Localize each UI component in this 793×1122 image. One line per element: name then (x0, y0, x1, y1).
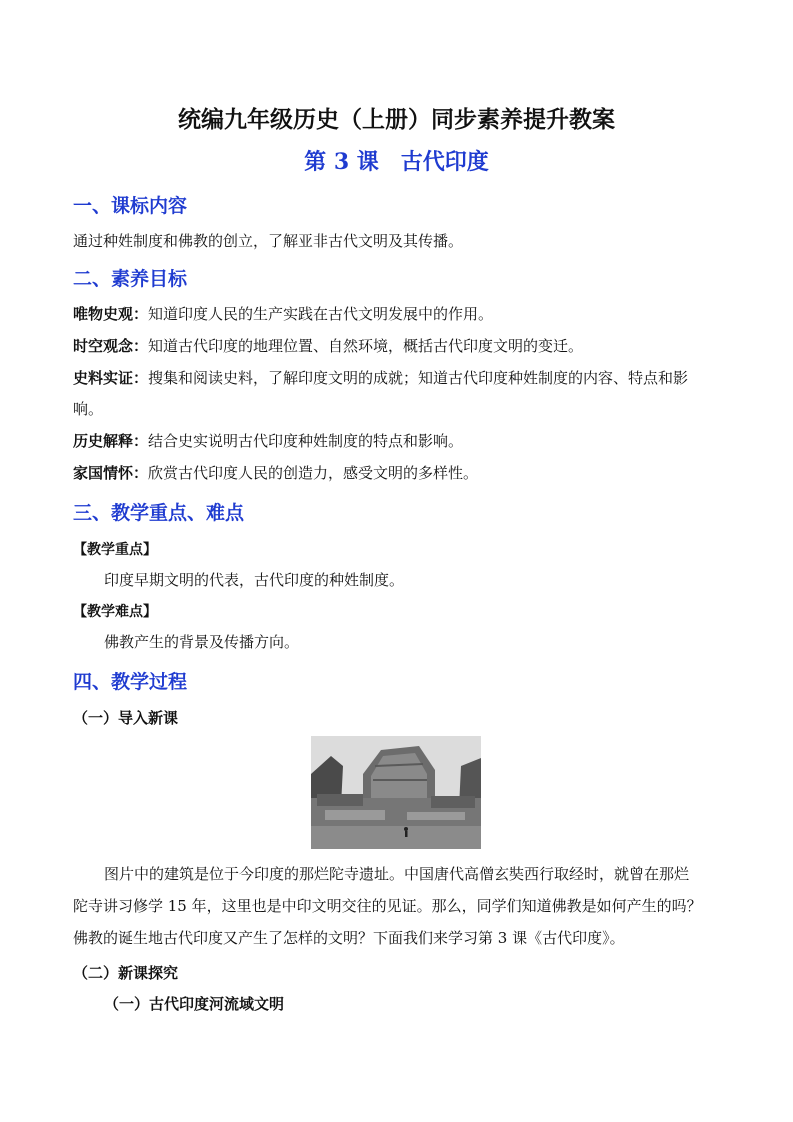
nalanda-ruins-photo (311, 736, 481, 849)
intro-paragraph-line: 陀寺讲习修学 15 年，这里也是中印文明交往的见证。那么，同学们知道佛教是如何产生的吗？ (73, 897, 702, 915)
goal-text: 知道古代印度的地理位置、自然环境，概括古代印度文明的变迁。 (148, 337, 584, 355)
section-heading-curriculum: 一、课标内容 (73, 195, 188, 217)
goal-text: 搜集和阅读史料，了解印度文明的成就；知道古代印度种姓制度的内容、特点和影 (148, 369, 689, 387)
intro-paragraph-line: 佛教的诞生地古代印度又产生了怎样的文明？下面我们来学习第 3 课《古代印度》。 (73, 929, 625, 947)
section-heading-key-points: 三、教学重点、难点 (73, 502, 245, 524)
goal-item (73, 430, 463, 451)
difficulty-text: 佛教产生的背景及传播方向。 (104, 633, 300, 651)
goal-item (73, 367, 688, 388)
goal-item (73, 462, 478, 483)
goal-label: 家国情怀： (73, 464, 149, 482)
key-point-label: 【教学重点】 (73, 542, 157, 558)
goal-label: 历史解释： (73, 432, 149, 450)
goal-item (73, 303, 493, 324)
document-title: 统编九年级历史（上册）同步素养提升教案 (178, 106, 615, 133)
lesson-title: 第 3 课 古代印度 (304, 149, 489, 175)
curriculum-text: 通过种姓制度和佛教的创立，了解亚非古代文明及其传播。 (73, 232, 464, 250)
ruins-illustration (311, 736, 481, 849)
explore-subheading: （一）古代印度河流域文明 (104, 995, 285, 1013)
goal-item-continuation: 响。 (73, 400, 104, 418)
goal-text: 结合史实说明古代印度种姓制度的特点和影响。 (148, 432, 464, 450)
goal-label: 唯物史观： (73, 305, 149, 323)
explore-heading: （二）新课探究 (73, 964, 179, 982)
intro-heading: （一）导入新课 (73, 709, 179, 727)
goal-label: 时空观念： (73, 337, 149, 355)
goal-item (73, 335, 583, 356)
goal-text: 欣赏古代印度人民的创造力，感受文明的多样性。 (148, 464, 479, 482)
key-point-text: 印度早期文明的代表，古代印度的种姓制度。 (104, 571, 405, 589)
goal-text: 知道印度人民的生产实践在古代文明发展中的作用。 (148, 305, 494, 323)
section-heading-process: 四、教学过程 (73, 671, 188, 693)
goal-label: 史料实证： (73, 369, 149, 387)
difficulty-label: 【教学难点】 (73, 604, 157, 620)
section-heading-goals: 二、素养目标 (73, 268, 188, 290)
intro-paragraph-line: 图片中的建筑是位于今印度的那烂陀寺遗址。中国唐代高僧玄奘西行取经时，就曾在那烂 (104, 865, 690, 883)
